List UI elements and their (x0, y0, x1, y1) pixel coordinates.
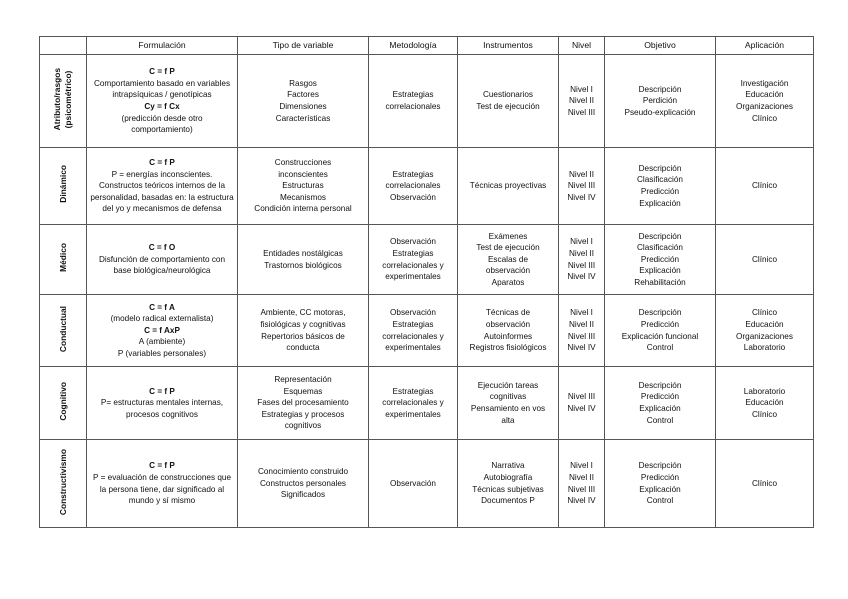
nivel-line: Nivel I (570, 308, 593, 318)
metodologia-line: correlacionales (385, 181, 441, 191)
table-row (40, 225, 814, 295)
aplicacion-line: Laboratorio (743, 343, 786, 353)
tipo-line: Factores (287, 90, 319, 100)
cell-tipo (238, 225, 369, 295)
objetivo-line: Descripción (638, 84, 682, 94)
aplicacion-line: Clínico (751, 308, 778, 318)
objetivo-line: Control (646, 496, 674, 506)
cell-instrumentos (458, 440, 559, 528)
metodologia-line: correlacionales y (382, 260, 444, 270)
cell-formulacion (87, 225, 238, 295)
instrumentos-line: Autobiografía (483, 472, 533, 482)
objetivo-line: Explicación (639, 484, 681, 494)
row-header (40, 225, 87, 295)
header-tipo-variable: Tipo de variable (238, 37, 369, 55)
cell-metodologia (369, 225, 458, 295)
header-aplicacion: Aplicación (716, 37, 814, 55)
cell-aplicacion (716, 295, 814, 367)
instrumentos-line: Técnicas proyectivas (469, 181, 547, 191)
tipo-line: conducta (286, 343, 320, 353)
instrumentos-line: alta (501, 415, 515, 425)
formulacion-text: A (ambiente) (138, 337, 186, 347)
metodologia-line: correlacionales y (382, 331, 444, 341)
row-header (40, 148, 87, 225)
formulacion-text: P = energías inconscientes. Constructos teóricos internos de la personalidad, basadas en: la estructura del yo y mecanismos de defensa (90, 169, 234, 214)
table-row (40, 440, 814, 528)
formulacion-text: P= estructuras mentales internas, procesos cognitivos (100, 398, 224, 419)
formulacion-text: P (variables personales) (117, 348, 207, 358)
cell-formulacion (87, 55, 238, 148)
cell-instrumentos (458, 148, 559, 225)
nivel-line: Nivel II (568, 248, 595, 258)
formula: C = f P (149, 158, 175, 168)
formula: C = f P (149, 67, 175, 77)
cell-nivel (559, 295, 605, 367)
nivel-line: Nivel II (568, 96, 595, 106)
row-header-label: Médico (57, 243, 68, 273)
formula: C = f P (149, 461, 175, 471)
row-header (40, 55, 87, 148)
aplicacion-line: Organizaciones (736, 331, 793, 341)
instrumentos-line: observación (485, 319, 531, 329)
tipo-line: Condición interna personal (254, 204, 352, 214)
metodologia-line: Observación (390, 237, 436, 247)
row-header (40, 440, 87, 528)
objetivo-line: Rehabilitación (634, 277, 686, 287)
instrumentos-line: Aparatos (491, 277, 525, 287)
tipo-line: fisiológicas y cognitivas (260, 319, 346, 329)
formula: Cy = f Cx (144, 102, 180, 111)
objetivo-line: Explicación (639, 266, 681, 276)
cell-formulacion (87, 148, 238, 225)
nivel-line: Nivel II (568, 169, 595, 179)
cell-instrumentos (458, 367, 559, 440)
cell-nivel (559, 440, 605, 528)
header-metodologia: Metodología (369, 37, 458, 55)
instrumentos-line: Exámenes (488, 231, 528, 241)
cell-aplicacion (716, 225, 814, 295)
objetivo-line: Explicación (639, 198, 681, 208)
aplicacion-line: Clínico (751, 113, 778, 123)
tipo-line: Construcciones (274, 158, 332, 168)
formulacion-text: (modelo radical externalista) (110, 314, 214, 324)
tipo-line: inconscientes (278, 169, 328, 179)
row-header-label: Cognitivo (57, 381, 68, 421)
formulacion-text: (predicción desde otro comportamiento) (121, 113, 203, 135)
cell-formulacion (87, 367, 238, 440)
tipo-line: Esquemas (283, 386, 323, 396)
formula: C = f O (148, 243, 176, 253)
objetivo-line: Pseudo-explicación (624, 107, 696, 117)
cell-objetivo (605, 295, 716, 367)
instrumentos-line: Técnicas de (485, 308, 531, 318)
tipo-line: Mecanismos (280, 192, 326, 202)
cell-metodologia (369, 148, 458, 225)
tipo-line: Estructuras (282, 181, 324, 191)
objetivo-line: Descripción (638, 231, 682, 241)
metodologia-line: Estrategias (392, 90, 434, 100)
tipo-line: Conocimiento construido (257, 467, 349, 477)
metodologia-line: correlacionales y (382, 398, 444, 408)
objetivo-line: Predicción (640, 187, 680, 196)
cell-objetivo (605, 440, 716, 528)
cell-tipo (238, 148, 369, 225)
objetivo-line: Clasificación (637, 243, 683, 253)
nivel-line: Nivel IV (567, 496, 596, 506)
cell-tipo (238, 295, 369, 367)
aplicacion-line: Educación (745, 319, 784, 329)
row-header-label: Dinámico (57, 165, 68, 204)
tipo-line: Representación (274, 375, 332, 385)
objetivo-line: Control (646, 343, 674, 353)
nivel-line: Nivel IV (567, 343, 596, 353)
nivel-line: Nivel III (567, 392, 596, 402)
tipo-line: Características (275, 113, 331, 123)
tipo-line: Repertorios básicos de (261, 331, 345, 341)
aplicacion-line: Educación (745, 90, 784, 100)
instrumentos-line: Narrativa (491, 461, 525, 471)
nivel-line: Nivel II (568, 472, 595, 482)
cell-tipo (238, 367, 369, 440)
instrumentos-line: Escalas de (487, 254, 529, 264)
tipo-line: Constructos personales (259, 478, 346, 488)
nivel-line: Nivel I (570, 461, 593, 471)
metodologia-line: experimentales (385, 409, 441, 419)
aplicacion-line: Clínico (751, 254, 778, 264)
aplicacion-line: Investigación (740, 78, 789, 88)
cell-nivel (559, 55, 605, 148)
objetivo-line: Predicción (640, 319, 680, 329)
metodologia-line: Estrategias (392, 169, 434, 179)
instrumentos-line: observación (485, 266, 531, 276)
table-row (40, 55, 814, 148)
formula: C = f P (149, 386, 175, 396)
formulacion-text: P = evaluación de construcciones que la persona tiene, dar significado al mundo y sí mismo (93, 472, 231, 506)
nivel-line: Nivel III (567, 181, 596, 191)
row-header (40, 367, 87, 440)
aplicacion-line: Educación (745, 398, 784, 408)
formula: C = f A (149, 302, 175, 312)
metodologia-line: correlacionales (385, 102, 441, 111)
tipo-line: Entidades nostálgicas (263, 248, 343, 258)
formulacion-text: Disfunción de comportamiento con base biológica/neurológica (98, 254, 226, 276)
tipo-line: Dimensiones (279, 102, 327, 111)
cell-formulacion (87, 440, 238, 528)
objetivo-line: Predicción (640, 472, 680, 482)
instrumentos-line: cognitivas (489, 392, 527, 402)
tipo-line: Significados (280, 490, 326, 500)
row-header-label: Atributo/rasgos (psicométrico) (52, 68, 73, 131)
objetivo-line: Descripción (638, 380, 682, 390)
header-nivel: Nivel (559, 37, 605, 55)
metodologia-line: Estrategias (392, 386, 434, 396)
nivel-line: Nivel III (567, 107, 596, 117)
aplicacion-line: Organizaciones (736, 102, 793, 111)
row-header (40, 295, 87, 367)
objetivo-line: Predicción (640, 392, 680, 402)
nivel-line: Nivel I (570, 237, 593, 247)
tipo-line: cognitivos (284, 421, 322, 431)
header-instrumentos: Instrumentos (458, 37, 559, 55)
header-corner (40, 37, 87, 55)
table-row (40, 367, 814, 440)
row-header-label: Conductual (57, 305, 68, 352)
instrumentos-line: Pensamiento en vos (470, 404, 546, 413)
cell-objetivo (605, 55, 716, 148)
table-row (40, 148, 814, 225)
tipo-line: Rasgos (289, 78, 317, 88)
objetivo-line: Clasificación (637, 175, 683, 185)
cell-metodologia (369, 55, 458, 148)
tipo-line: Fases del procesamiento (257, 398, 349, 408)
objetivo-line: Predicción (640, 254, 680, 264)
aplicacion-line: Clínico (751, 409, 778, 419)
cell-metodologia (369, 367, 458, 440)
cell-metodologia (369, 440, 458, 528)
aplicacion-line: Laboratorio (743, 386, 786, 396)
objetivo-line: Descripción (638, 163, 682, 173)
instrumentos-line: Test de ejecución (476, 102, 540, 111)
nivel-line: Nivel IV (567, 192, 596, 202)
cell-tipo (238, 55, 369, 148)
cell-objetivo (605, 148, 716, 225)
objetivo-line: Explicación funcional (621, 331, 699, 341)
objetivo-line: Descripción (638, 308, 682, 318)
tipo-line: Ambiente, CC motoras, (260, 308, 346, 318)
instrumentos-line: Registros fisiológicos (469, 343, 547, 353)
tipo-line: Trastornos biológicos (264, 260, 342, 270)
objetivo-line: Explicación (639, 404, 681, 413)
row-header-label: Constructivismo (57, 448, 68, 515)
cell-nivel (559, 367, 605, 440)
formula: C = f AxP (144, 325, 180, 335)
instrumentos-line: Test de ejecución (476, 243, 540, 253)
metodologia-line: Observación (390, 478, 436, 488)
cell-objetivo (605, 367, 716, 440)
cell-formulacion (87, 295, 238, 367)
instrumentos-line: Autoinformes (483, 331, 533, 341)
tipo-line: Estrategias y procesos (261, 409, 345, 419)
nivel-line: Nivel IV (567, 404, 596, 413)
objetivo-line: Perdición (642, 96, 678, 106)
metodologia-line: Observación (390, 308, 436, 318)
cell-instrumentos (458, 295, 559, 367)
cell-aplicacion (716, 367, 814, 440)
cell-aplicacion (716, 440, 814, 528)
header-row (40, 37, 814, 55)
cell-objetivo (605, 225, 716, 295)
cell-metodologia (369, 295, 458, 367)
nivel-line: Nivel III (567, 484, 596, 494)
instrumentos-line: Ejecución tareas (477, 380, 539, 390)
header-objetivo: Objetivo (605, 37, 716, 55)
formulacion-text: Comportamiento basado en variables intrapsíquicas / genotípicas (93, 78, 231, 100)
instrumentos-line: Cuestionarios (482, 90, 534, 100)
header-formulacion: Formulación (87, 37, 238, 55)
nivel-line: Nivel I (570, 84, 593, 94)
nivel-line: Nivel II (568, 319, 595, 329)
cell-instrumentos (458, 55, 559, 148)
instrumentos-line: Documentos P (481, 496, 535, 506)
cell-aplicacion (716, 148, 814, 225)
objetivo-line: Control (646, 415, 674, 425)
table-row (40, 295, 814, 367)
aplicacion-line: Clínico (751, 181, 778, 191)
metodologia-line: Observación (390, 192, 436, 202)
instrumentos-line: Técnicas subjetivas (472, 484, 544, 494)
metodologia-line: Estrategias (392, 319, 434, 329)
objetivo-line: Descripción (638, 461, 682, 471)
cell-instrumentos (458, 225, 559, 295)
cell-aplicacion (716, 55, 814, 148)
cell-nivel (559, 148, 605, 225)
metodologia-line: experimentales (385, 272, 441, 282)
nivel-line: Nivel IV (567, 272, 596, 282)
comparison-table (39, 36, 814, 528)
cell-nivel (559, 225, 605, 295)
metodologia-line: experimentales (385, 343, 441, 353)
cell-tipo (238, 440, 369, 528)
nivel-line: Nivel III (567, 331, 596, 341)
nivel-line: Nivel III (567, 260, 596, 270)
aplicacion-line: Clínico (751, 478, 778, 488)
metodologia-line: Estrategias (392, 248, 434, 258)
